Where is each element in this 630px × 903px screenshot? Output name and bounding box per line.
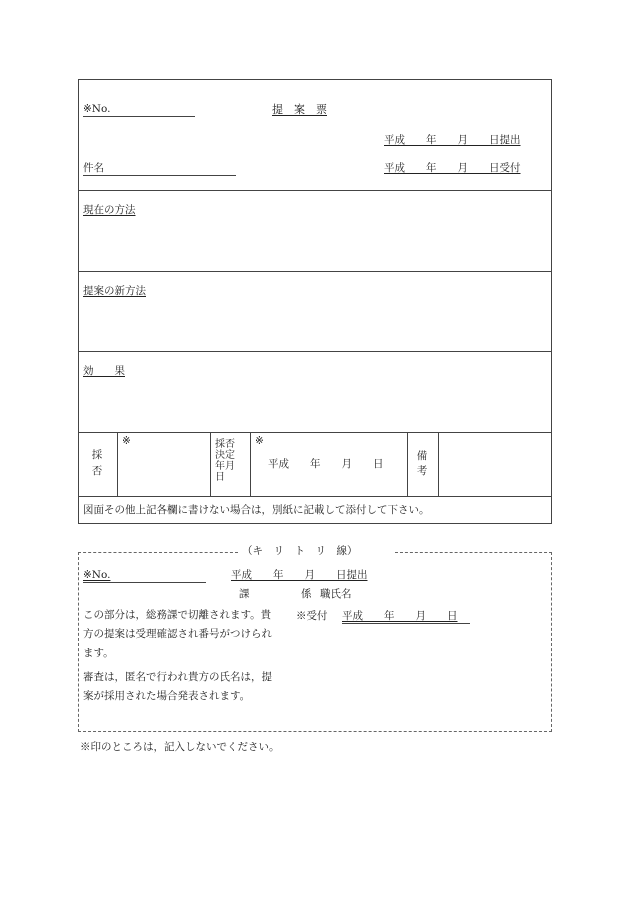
subject-label: 件名: [83, 162, 104, 174]
footer-note: ※印のところは，記入しないでください。: [80, 741, 280, 753]
decision-date-label: 採否決定年月日: [215, 439, 235, 483]
attachment-note: 図面その他上記各欄に書けない場合は，別紙に記載して添付して下さい。: [83, 504, 430, 516]
stub-position-label: 係: [301, 588, 312, 600]
stub-submitted-date[interactable]: 平成 年 月 日提出: [231, 569, 368, 581]
stub-section-label: 課: [239, 588, 250, 600]
stub-number-label: ※No.: [83, 569, 111, 581]
divider: [78, 496, 552, 497]
proposal-number-label: ※No.: [83, 103, 111, 115]
divider: [78, 271, 552, 272]
current-method-label: 現在の方法: [83, 204, 136, 216]
decision-divider: [210, 432, 211, 496]
decision-date-value[interactable]: 平成 年 月 日: [268, 458, 384, 470]
stub-name-label: 職氏名: [320, 588, 352, 600]
decision-divider: [250, 432, 251, 496]
form-title: 提 案 票: [272, 103, 327, 116]
adopt-label: 採否: [91, 449, 103, 477]
stub-number-line[interactable]: [83, 582, 206, 583]
subject-line[interactable]: [83, 175, 236, 176]
submitted-date[interactable]: 平成 年 月 日提出: [384, 134, 521, 146]
remarks-label: 備考: [416, 450, 428, 477]
decision-divider: [438, 432, 439, 496]
decision-divider: [117, 432, 118, 496]
stub-received-label: ※受付: [296, 610, 328, 622]
new-method-label: 提案の新方法: [83, 285, 146, 297]
received-date[interactable]: 平成 年 月 日受付: [384, 162, 521, 174]
divider: [78, 351, 552, 352]
divider: [78, 432, 552, 433]
stub-received-date[interactable]: 平成 年 月 日: [342, 610, 458, 622]
effect-label: 効 果: [83, 365, 125, 377]
cut-line-label: （キ リ ト リ 線）: [242, 545, 358, 557]
stub-received-line: [342, 623, 470, 624]
decision-divider: [407, 432, 408, 496]
decision-date-mark: ※: [255, 435, 264, 447]
proposal-number-line[interactable]: [83, 116, 195, 117]
divider: [78, 190, 552, 191]
stub-paragraph-2: 審査は，匿名で行われ貴方の氏名は，提案が採用された場合発表されます。: [83, 671, 272, 702]
adopt-mark: ※: [122, 435, 131, 447]
stub-paragraph-1: この部分は，総務課で切離されます。貴方の提案は受理確認され番号がつけられます。: [83, 609, 272, 659]
